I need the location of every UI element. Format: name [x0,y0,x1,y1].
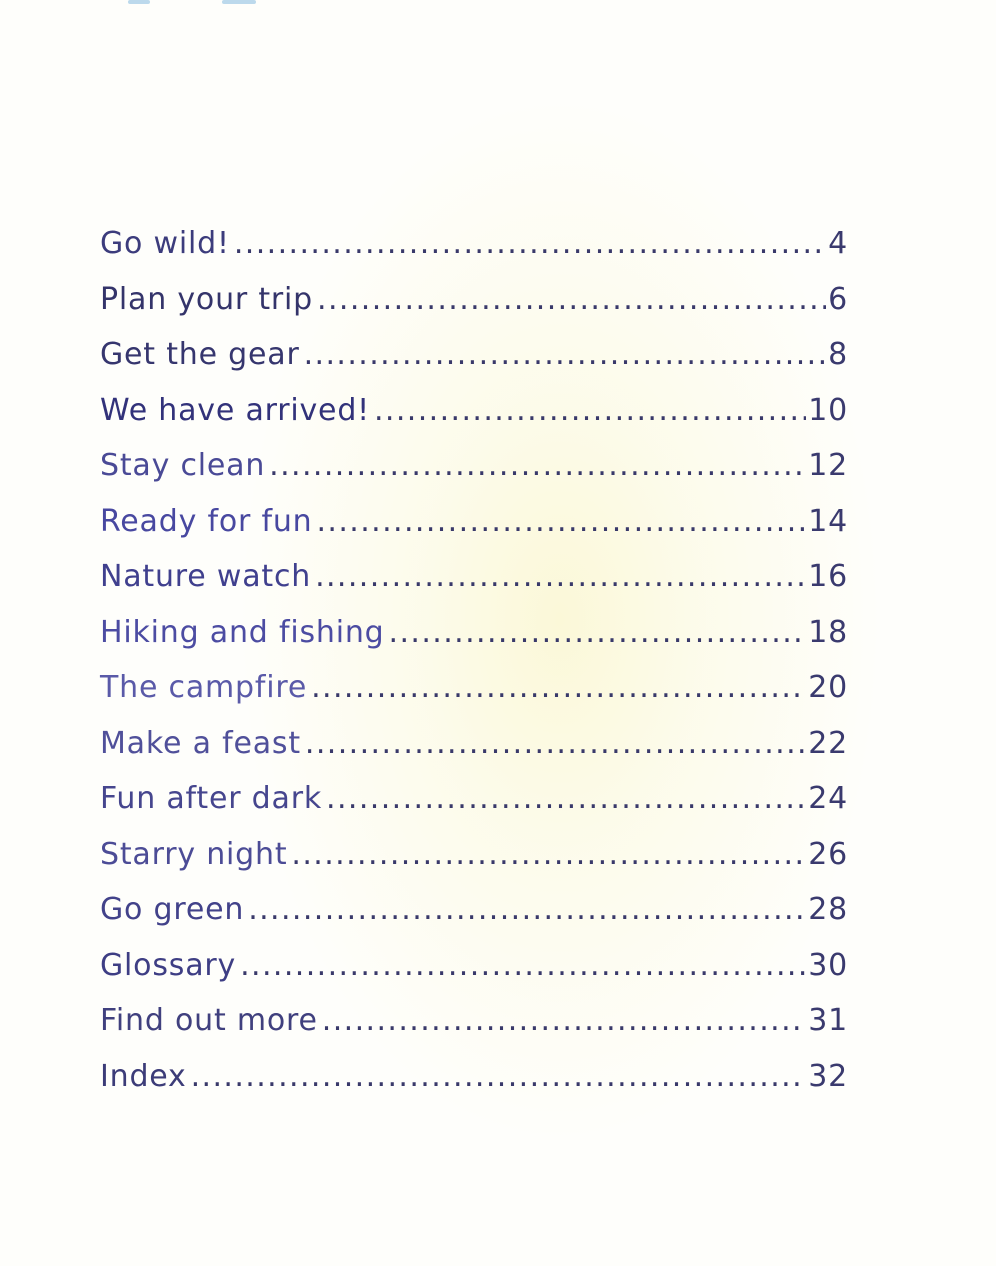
toc-entry-we-have-arrived[interactable] [100,383,848,439]
dot-leader [389,605,807,661]
toc-entry-title: Ready for fun [100,503,313,539]
toc-entry-stay-clean[interactable] [100,438,848,494]
toc-entry-page-number: 10 [808,392,848,428]
dot-leader [269,438,806,494]
table-of-contents [100,216,848,1104]
toc-entry-go-green[interactable] [100,882,848,938]
toc-entry-index[interactable] [100,1049,848,1105]
dot-leader [374,383,806,439]
toc-entry-page-number: 32 [808,1058,848,1094]
dot-leader [311,660,806,716]
toc-entry-title: Nature watch [100,559,312,594]
toc-entry-title: Glossary [100,947,237,983]
toc-entry-title: The campfire [100,670,308,705]
dot-leader [234,216,826,272]
toc-entry-ready-for-fun[interactable] [100,494,848,550]
dot-leader [304,327,827,383]
dot-leader [322,993,806,1049]
toc-entry-glossary[interactable] [100,938,848,994]
toc-entry-title: Stay clean [100,448,266,483]
toc-entry-page-number: 12 [808,448,848,483]
toc-entry-title: Plan your trip [100,281,314,317]
toc-entry-title: Find out more [100,1003,318,1038]
toc-entry-title: Index [100,1058,187,1094]
toc-entry-the-campfire[interactable] [100,660,848,716]
toc-entry-page-number: 30 [808,947,848,983]
toc-entry-page-number: 18 [808,614,848,650]
toc-entry-page-number: 14 [808,503,848,539]
toc-entry-page-number: 8 [828,337,848,372]
toc-entry-page-number: 22 [808,725,848,761]
toc-entry-get-the-gear[interactable] [100,327,848,383]
dot-leader [317,272,826,328]
dot-leader [191,1049,807,1105]
toc-entry-page-number: 26 [808,836,848,872]
dot-leader [240,938,806,994]
toc-entry-page-number: 20 [808,670,848,705]
toc-entry-page-number: 6 [828,281,848,317]
toc-entry-title: Make a feast [100,725,301,761]
toc-entry-page-number: 4 [828,226,848,261]
toc-entry-go-wild[interactable] [100,216,848,272]
toc-entry-title: Go green [100,892,245,927]
dot-leader [316,494,806,550]
toc-entry-hiking-and-fishing[interactable] [100,605,848,661]
toc-entry-plan-your-trip[interactable] [100,272,848,328]
toc-entry-title: Get the gear [100,337,300,372]
toc-entry-page-number: 16 [808,559,848,594]
toc-entry-title: Starry night [100,836,288,872]
toc-entry-title: Go wild! [100,226,230,261]
toc-entry-find-out-more[interactable] [100,993,848,1049]
toc-entry-nature-watch[interactable] [100,549,848,605]
top-edge-mark [118,0,278,8]
toc-entry-title: Fun after dark [100,781,323,816]
dot-leader [305,716,806,772]
dot-leader [326,771,806,827]
toc-entry-make-a-feast[interactable] [100,716,848,772]
toc-entry-page-number: 28 [808,892,848,927]
dot-leader [248,882,806,938]
toc-entry-starry-night[interactable] [100,827,848,883]
toc-entry-fun-after-dark[interactable] [100,771,848,827]
toc-entry-title: Hiking and fishing [100,614,385,650]
dot-leader [291,827,806,883]
toc-entry-title: We have arrived! [100,392,370,428]
toc-entry-page-number: 31 [808,1003,848,1038]
toc-entry-page-number: 24 [808,781,848,816]
dot-leader [315,549,806,605]
